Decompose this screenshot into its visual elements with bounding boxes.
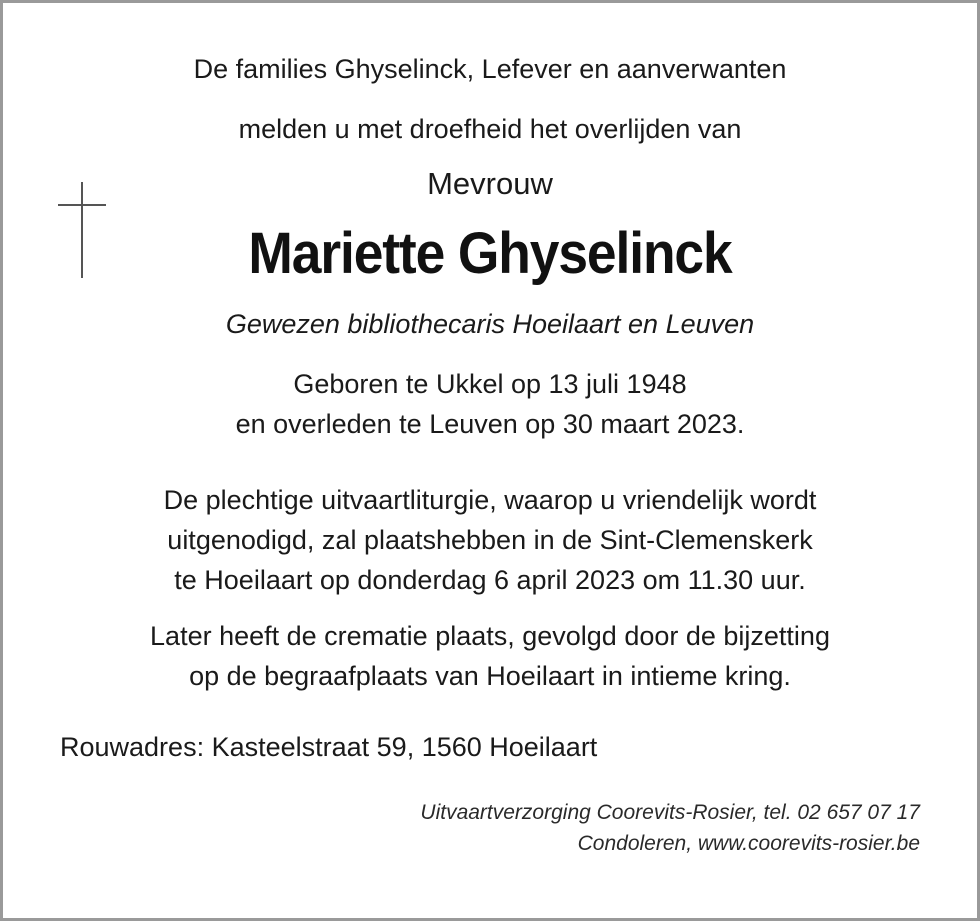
birth-death-details	[0, 364, 980, 444]
funeral-liturgy-details	[0, 480, 980, 600]
liturgy-line: De plechtige uitvaartliturgie, waarop u vriendelijk wordt	[163, 485, 817, 515]
liturgy-line: uitgenodigd, zal plaatshebben in de Sint-Clemenskerk	[167, 525, 813, 555]
liturgy-line: te Hoeilaart op donderdag 6 april 2023 om 11.30 uur.	[174, 565, 806, 595]
funeral-home-contact: Uitvaartverzorging Coorevits-Rosier, tel. 02 657 07 17	[420, 801, 920, 824]
deceased-role: Gewezen bibliothecaris Hoeilaart en Leuven	[225, 309, 755, 339]
deceased-name: Mariette Ghyselinck	[248, 221, 732, 286]
cremation-line: op de begraafplaats van Hoeilaart in intieme kring.	[189, 661, 791, 691]
salutation: Mevrouw	[427, 166, 553, 201]
cremation-details	[0, 616, 980, 696]
families-line: De families Ghyselinck, Lefever en aanverwanten	[193, 54, 787, 84]
funeral-home-footer	[420, 797, 920, 859]
mourning-address: Rouwadres: Kasteelstraat 59, 1560 Hoeilaart	[60, 732, 598, 762]
born-line: Geboren te Ukkel op 13 juli 1948	[293, 369, 687, 399]
died-line: en overleden te Leuven op 30 maart 2023.	[235, 409, 745, 439]
cremation-line: Later heeft de crematie plaats, gevolgd door de bijzetting	[150, 621, 830, 651]
intro-line: melden u met droefheid het overlijden van	[238, 114, 742, 144]
condolences-link[interactable]: Condoleren, www.coorevits-rosier.be	[577, 832, 920, 855]
